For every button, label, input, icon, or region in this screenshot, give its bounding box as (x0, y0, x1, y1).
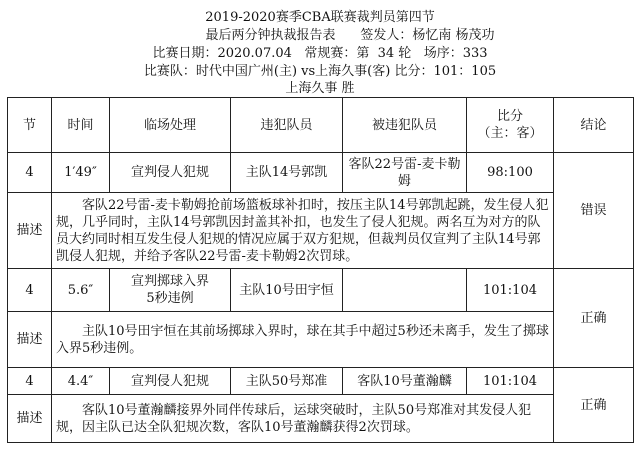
issuer-names: 杨忆南 杨茂功 (412, 28, 495, 43)
description-label: 描述 (8, 193, 52, 269)
fouled-player-cell: 客队22号雷-麦卡勒 姆 (343, 153, 467, 193)
final-score: 101：105 (433, 64, 497, 79)
match-info-line (0, 46, 640, 62)
game-no-label: 场序： (423, 46, 463, 61)
foul-player-cell: 主队50号郑准 (231, 368, 343, 395)
report-title (0, 10, 640, 26)
description-text: 主队10号田宇恒在其前场掷球入界时，球在其手中超过5秒还未离手，发生了掷球入界5秒违例。 (52, 312, 554, 368)
table-header-row (8, 98, 634, 153)
time-cell: 4.4″ (52, 368, 110, 395)
round-label: 常规赛：第 (304, 46, 370, 61)
winner-line (0, 81, 640, 97)
report-subtitle-line (0, 28, 640, 44)
score-cell: 101:104 (467, 368, 554, 395)
period-cell: 4 (8, 269, 52, 312)
score-label: 比分： (394, 64, 434, 79)
col-header-call: 临场处理 (110, 98, 231, 153)
call-cell: 宣判侵人犯规 (110, 368, 231, 395)
score-cell: 98:100 (467, 153, 554, 193)
score-cell: 101:104 (467, 269, 554, 312)
table-row (8, 368, 634, 395)
col-header-fouled-player: 被违犯队员 (343, 98, 467, 153)
col-header-conclusion: 结论 (554, 98, 634, 153)
issuer-label: 签发人： (360, 28, 413, 43)
col-header-score (467, 98, 554, 153)
fouled-player-cell (343, 269, 467, 312)
call-cell: 宣判侵人犯规 (110, 153, 231, 193)
time-cell: 5.6″ (52, 269, 110, 312)
call-cell: 宣判掷球入界 5秒违例 (110, 269, 231, 312)
description-label: 描述 (8, 395, 52, 443)
description-text: 客队22号雷-麦卡勒姆抢前场篮板球补扣时，按压主队14号郭凯起跳，发生侵人犯规，几乎同时，主队14号郭凯因封盖其补扣，也发生了侵人犯规。两名互为对方的队员大约同时相互发生侵人犯规的情况应属于双方犯规，但裁判员仅宣判了主队14号郭凯侵人犯规，并给予客队22号雷-麦卡勒姆2次罚球。 (52, 193, 554, 269)
game-no: 333 (462, 46, 488, 61)
description-label: 描述 (8, 312, 52, 368)
winner: 上海久事 胜 (285, 81, 355, 96)
fouled-player-cell: 客队10号董瀚麟 (343, 368, 467, 395)
period-cell: 4 (8, 368, 52, 395)
round-suffix: 轮 (398, 46, 412, 61)
report-table (7, 97, 634, 443)
table-row (8, 269, 634, 312)
col-header-score-line1: 比分 (496, 109, 523, 124)
description-row (8, 312, 634, 368)
col-header-time: 时间 (52, 98, 110, 153)
teams-line (0, 64, 640, 80)
round-number: 34 (377, 46, 395, 61)
col-header-foul-player: 违犯队员 (231, 98, 343, 153)
conclusion-cell: 正确 (554, 269, 634, 368)
report-subtitle: 最后两分钟执裁报告表 (205, 28, 336, 43)
description-row (8, 395, 634, 443)
foul-player-cell: 主队10号田宇恒 (231, 269, 343, 312)
time-cell: 1′49″ (52, 153, 110, 193)
conclusion-cell: 正确 (554, 368, 634, 443)
match-date-label: 比赛日期： (152, 46, 218, 61)
period-cell: 4 (8, 153, 52, 193)
teams: 时代中国广州(主) vs上海久事(客) (195, 64, 391, 79)
match-date: 2020.07.04 (217, 46, 292, 61)
conclusion-cell: 错误 (554, 153, 634, 269)
description-row (8, 193, 634, 269)
col-header-score-line2: （主：客） (477, 126, 543, 141)
foul-player-cell: 主队14号郭凯 (231, 153, 343, 193)
report-title-text: 2019-2020赛季CBA联赛裁判员第四节 (205, 10, 435, 25)
col-header-period: 节 (8, 98, 52, 153)
teams-label: 比赛队： (143, 64, 196, 79)
description-text: 客队10号董瀚麟接界外同伴传球后，运球突破时，主队50号郑准对其发侵人犯规，因主队已达全队犯规次数，客队10号董瀚麟获得2次罚球。 (52, 395, 554, 443)
table-row (8, 153, 634, 193)
